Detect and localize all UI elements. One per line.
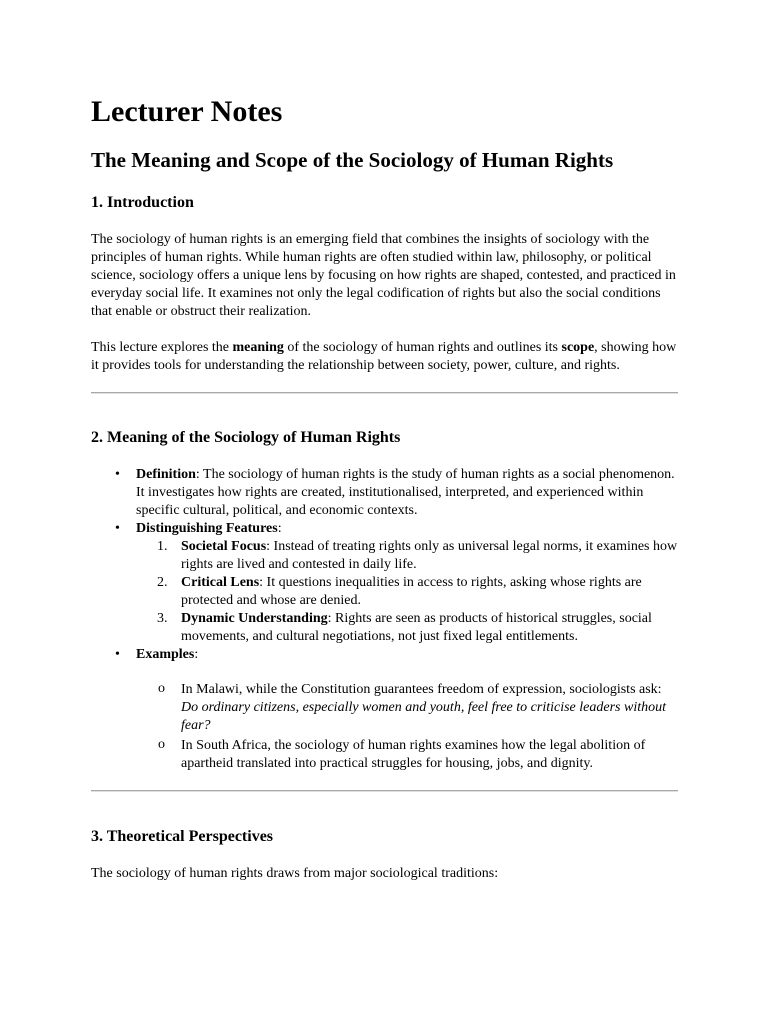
section-heading-meaning: 2. Meaning of the Sociology of Human Rights	[91, 429, 401, 446]
feature-text: : Instead of treating rights only as universal legal norms, it examines how rights are lived and contested in daily life.	[181, 539, 678, 572]
section-divider	[91, 790, 678, 792]
list-item-feature	[136, 610, 679, 646]
feature-term: Dynamic Understanding	[181, 611, 328, 626]
list-item-example-malawi	[136, 681, 679, 735]
theory-paragraph: The sociology of human rights draws from major sociological traditions:	[91, 866, 499, 881]
feature-number: 2.	[157, 575, 168, 590]
feature-number: 1.	[157, 539, 168, 554]
feature-text: : It questions inequalities in access to rights, asking whose rights are protected and whose are denied.	[181, 575, 642, 608]
section-divider	[91, 392, 678, 394]
definition-text: : The sociology of human rights is the study of human rights as a social phenomenon. It investigates how rights are created, institutionalised, interpreted, and experienced within specific cultural, political, and economic contexts.	[136, 467, 675, 518]
circle-bullet-icon: o	[158, 737, 165, 752]
bullet-dot-icon: •	[115, 647, 120, 662]
feature-number: 3.	[157, 611, 168, 626]
examples-sub-list	[136, 681, 679, 773]
intro-para2-text-c: of the sociology of human rights and outlines its	[283, 340, 562, 355]
example-malawi-text: In Malawi, while the Constitution guarantees freedom of expression, sociologists ask:	[181, 682, 662, 697]
document-title: Lecturer Notes	[91, 95, 283, 128]
meaning-bullet-list	[91, 466, 679, 773]
list-item-features	[91, 520, 679, 646]
intro-para2-text-e: , showing how it provides tools for understanding the relationship between society, power, culture, and rights.	[91, 340, 677, 373]
document-page	[91, 90, 679, 883]
list-item-examples	[91, 646, 679, 773]
list-item-example-south-africa	[136, 737, 679, 773]
features-colon: :	[277, 521, 282, 536]
feature-text: : Rights are seen as products of historical struggles, social movements, and cultural negotiations, not just fixed legal entitlements.	[181, 611, 652, 644]
intro-paragraph-2	[91, 339, 679, 375]
list-item-definition	[91, 466, 679, 520]
feature-term: Critical Lens	[181, 575, 260, 590]
bullet-dot-icon: •	[115, 521, 120, 536]
intro-paragraph-1: The sociology of human rights is an emerging field that combines the insights of sociology with the principles of human rights. While human rights are often studied within law, philosophy, or political science, sociology offers a unique lens by focusing on how rights are shaped, contested, and practiced in everyday social life. It examines not only the legal codification of rights but also the social conditions that enable or obstruct their realization.	[91, 232, 676, 319]
definition-term: Definition	[136, 467, 196, 482]
features-term: Distinguishing Features	[136, 521, 278, 536]
examples-colon: :	[194, 647, 199, 662]
intro-para2-bold-scope: scope	[561, 340, 595, 355]
section-heading-introduction: 1. Introduction	[91, 194, 194, 211]
section-heading-theory: 3. Theoretical Perspectives	[91, 828, 274, 845]
examples-term: Examples	[136, 647, 195, 662]
example-malawi-question: Do ordinary citizens, especially women and youth, feel free to criticise leaders without fear?	[181, 700, 666, 733]
intro-para2-text-a: This lecture explores the	[91, 340, 233, 355]
example-south-africa-text: In South Africa, the sociology of human rights examines how the legal abolition of apartheid translated into practical struggles for housing, jobs, and dignity.	[181, 738, 646, 771]
bullet-dot-icon: •	[115, 467, 120, 482]
intro-para2-bold-meaning: meaning	[232, 340, 284, 355]
feature-term: Societal Focus	[181, 539, 267, 554]
list-item-feature	[136, 574, 679, 610]
list-item-feature	[136, 538, 679, 574]
circle-bullet-icon: o	[158, 681, 165, 696]
document-subtitle: The Meaning and Scope of the Sociology of Human Rights	[91, 148, 614, 172]
features-numbered-list	[136, 538, 679, 646]
